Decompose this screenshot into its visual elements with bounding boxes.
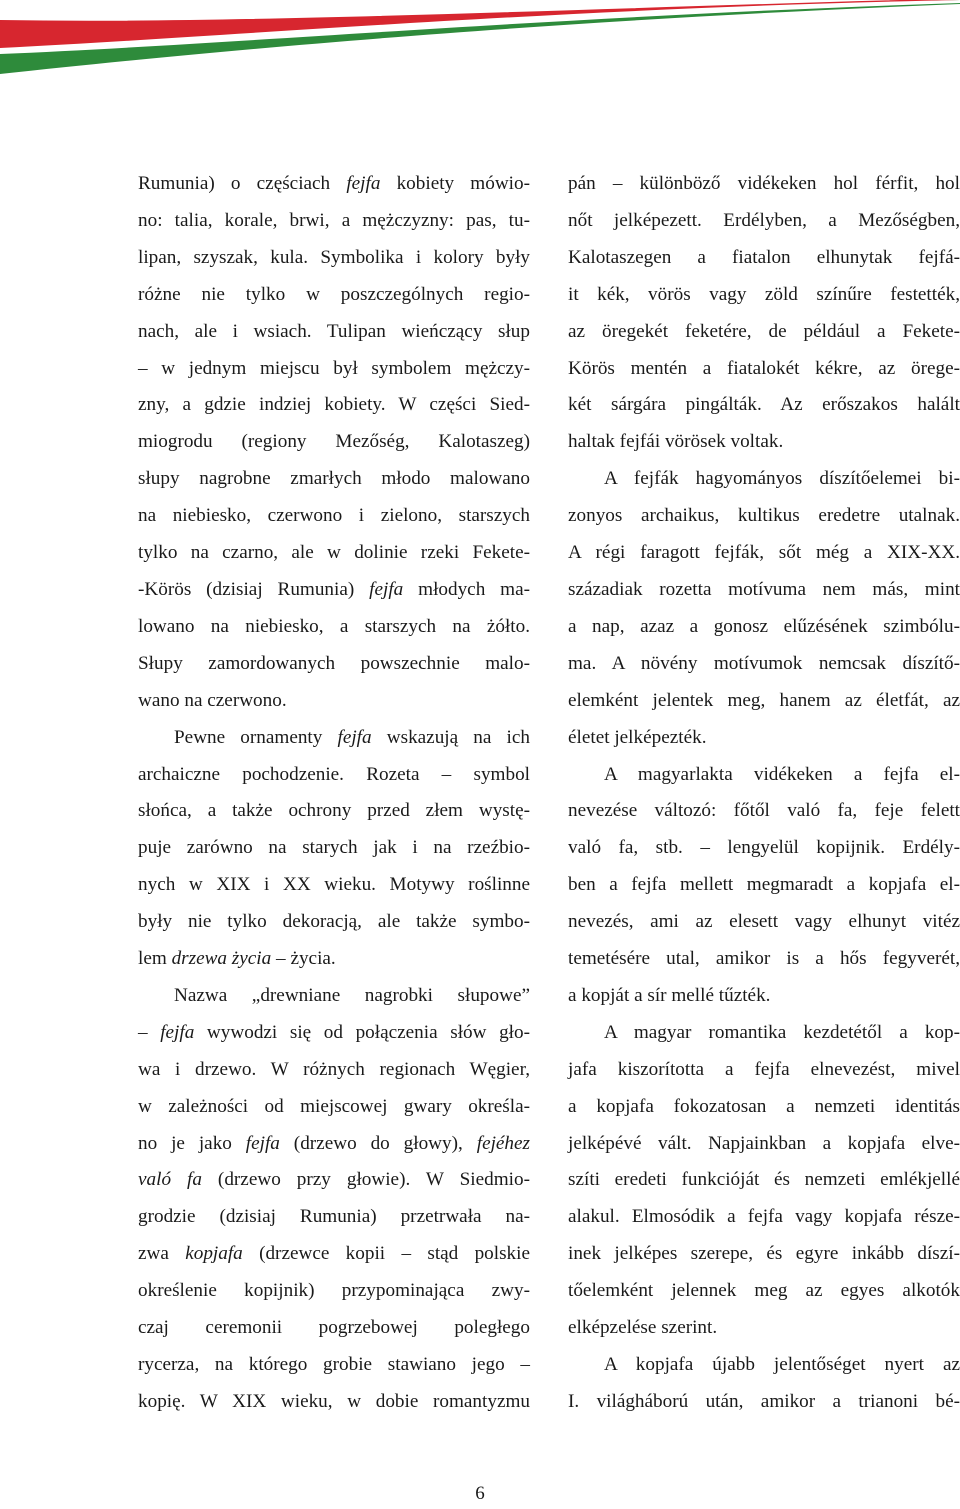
text-line: [568, 683, 960, 720]
text-run: ben a fejfa mellett megmaradt a kopjafa el-: [568, 874, 960, 896]
text-run: wywodzi się od połączenia słów gło-: [194, 1021, 530, 1043]
text-run: określenie kopijnik) przypominająca zwy-: [138, 1280, 530, 1302]
text-run: (drzewo przy głowie). W Siedmio-: [201, 1169, 530, 1191]
text-run: A kopjafa újabb jelentőséget nyert az: [604, 1354, 960, 1375]
text-run: zny, a gdzie indziej kobiety. W części Sied-: [138, 394, 530, 416]
text-run: lem: [138, 948, 172, 970]
text-line: [138, 978, 530, 1015]
text-run: a kopjafa fokozatosan a nemzeti identitás: [568, 1095, 960, 1117]
text-line: [138, 1015, 530, 1052]
italic-term: fejfa: [346, 173, 381, 194]
text-run: Körös mentén a fiatalokét kékre, az örege-: [568, 357, 960, 379]
text-line: [568, 277, 960, 314]
italic-term: kopjafa: [185, 1243, 243, 1265]
text-run: Rumunia) o częściach: [138, 173, 347, 194]
text-run: słońca, a także ochrony przed złem wystę-: [138, 800, 530, 822]
text-run: pán – különböző vidékeken hol férfit, hol: [568, 173, 960, 194]
left-text-column: [138, 166, 530, 1421]
text-line: [568, 535, 960, 572]
text-run: Słupy zamordowanych powszechnie malo-: [138, 652, 530, 674]
text-line: [138, 646, 530, 683]
text-run: rycerza, na którego grobie stawiano jego –: [138, 1354, 530, 1375]
text-run: ma. A növény motívumok nemcsak díszítő-: [568, 652, 960, 674]
text-line: [138, 572, 530, 609]
text-line: [568, 572, 960, 609]
text-run: nevezése változó: főtől való fa, feje felett: [568, 800, 960, 822]
text-line: [138, 240, 530, 277]
text-line: [568, 240, 960, 277]
text-run: alakul. Elmosódik a fejfa vagy kopjafa része-: [568, 1206, 960, 1228]
text-line: [568, 461, 960, 498]
text-line: [138, 904, 530, 941]
text-run: czaj ceremonii pogrzebowej poległego: [138, 1317, 530, 1339]
text-run: -Körös (dzisiaj Rumunia): [138, 578, 370, 600]
text-line: [138, 1162, 530, 1199]
italic-term: drzewa życia: [171, 948, 272, 970]
text-run: no: talia, korale, brwi, a mężczyzny: pas, tu-: [138, 209, 530, 231]
text-line: [568, 1273, 960, 1310]
text-run: różne nie tylko w poszczególnych regio-: [138, 283, 530, 305]
text-line: [138, 203, 530, 240]
text-line: [138, 351, 530, 388]
text-run: századiak rozetta motívuma nem más, mint: [568, 578, 960, 600]
text-line: [568, 1199, 960, 1236]
text-run: inek jelképes szerepe, és egyre inkább díszí-: [568, 1243, 960, 1265]
italic-term: fejfa: [160, 1021, 195, 1043]
text-run: lowano na niebiesko, a starszych na żółto.: [138, 615, 530, 637]
text-line: [568, 203, 960, 240]
text-line: [568, 1347, 960, 1384]
text-run: nych w XIX i XX wieku. Motywy roślinne: [138, 874, 530, 896]
text-line: [138, 387, 530, 424]
text-run: A magyarlakta vidékeken a fejfa el-: [604, 763, 960, 785]
text-line: [138, 277, 530, 314]
text-line: [568, 1126, 960, 1163]
text-run: wano na czerwono.: [138, 689, 287, 711]
text-run: – życia.: [271, 948, 336, 970]
text-run: a kopját a sír mellé tűzték.: [568, 984, 771, 1006]
text-line: [138, 1347, 530, 1384]
italic-term: fejfa: [369, 578, 404, 600]
text-run: (drzewce kopii – stąd polskie: [242, 1243, 530, 1265]
text-run: A fejfák hagyományos díszítőelemei bi-: [604, 468, 960, 490]
text-run: wskazują na ich: [371, 726, 530, 748]
text-line: [138, 314, 530, 351]
text-run: zonyos archaikus, kultikus eredetre utalnak.: [568, 505, 960, 527]
text-line: [568, 904, 960, 941]
text-run: a nap, azaz a gonosz elűzésének szimbólu-: [568, 615, 960, 637]
text-line: [568, 1052, 960, 1089]
text-line: [568, 1162, 960, 1199]
text-line: [138, 1384, 530, 1421]
text-line: [568, 498, 960, 535]
text-line: [568, 1310, 960, 1347]
text-run: haltak fejfái vörösek voltak.: [568, 431, 784, 453]
text-line: [568, 166, 960, 203]
text-line: [138, 498, 530, 535]
text-line: [138, 830, 530, 867]
text-line: [568, 424, 960, 461]
text-run: való fa, stb. – lengyelül kopijnik. Erdély-: [568, 837, 960, 859]
text-run: no je jako: [138, 1132, 246, 1154]
text-line: [138, 1126, 530, 1163]
text-run: I. világháború után, amikor a trianoni bé-: [568, 1390, 960, 1412]
text-run: jelképévé vált. Napjainkban a kopjafa elve-: [568, 1132, 960, 1154]
text-line: [568, 793, 960, 830]
text-run: miogrodu (regiony Mezőség, Kalotaszeg): [138, 431, 530, 453]
text-run: grodzie (dzisiaj Rumunia) przetrwała na-: [138, 1206, 530, 1228]
text-line: [138, 535, 530, 572]
text-run: zwa: [138, 1243, 186, 1265]
text-line: [138, 1052, 530, 1089]
text-run: tylko na czarno, ale w dolinie rzeki Fekete-: [138, 542, 530, 564]
text-run: nach, ale i wsiach. Tulipan wieńczący słup: [138, 320, 530, 342]
text-run: słupy nagrobne zmarłych młodo malowano: [138, 468, 530, 490]
text-run: elemként jelentek meg, hanem az életfát, az: [568, 689, 960, 711]
text-line: [138, 1236, 530, 1273]
text-line: [138, 941, 530, 978]
text-line: [138, 1089, 530, 1126]
text-line: [568, 351, 960, 388]
text-line: [138, 1310, 530, 1347]
text-line: [568, 978, 960, 1015]
text-line: [568, 1384, 960, 1421]
text-line: [568, 609, 960, 646]
text-line: [568, 941, 960, 978]
text-line: [138, 720, 530, 757]
text-run: A régi faragott fejfák, sőt még a XIX-XX.: [568, 542, 960, 564]
text-run: Pewne ornamenty: [174, 726, 338, 748]
text-line: [568, 314, 960, 351]
text-run: két sárgára pingálták. Az erőszakos halált: [568, 394, 960, 416]
text-line: [568, 720, 960, 757]
text-line: [568, 1089, 960, 1126]
text-run: w zależności od miejscowej gwary określa-: [138, 1095, 530, 1117]
text-line: [138, 683, 530, 720]
text-line: [138, 1199, 530, 1236]
text-line: [568, 757, 960, 794]
text-run: –: [138, 1021, 161, 1043]
text-line: [138, 609, 530, 646]
text-run: były nie tylko dekoracją, ale także symbo-: [138, 911, 530, 933]
page-number: 6: [475, 1483, 485, 1504]
italic-term: fejéhez: [476, 1132, 531, 1154]
text-line: [568, 867, 960, 904]
text-line: [138, 793, 530, 830]
text-run: it kék, vörös vagy zöld színűre festették,: [568, 283, 960, 305]
italic-term: fejfa: [245, 1132, 280, 1154]
text-line: [568, 830, 960, 867]
text-run: na niebiesko, czerwono i zielono, starszych: [138, 505, 530, 527]
text-line: [138, 867, 530, 904]
text-run: az öregekét feketére, de például a Fekete-: [568, 320, 960, 342]
text-run: młodych ma-: [403, 578, 530, 600]
text-line: [568, 387, 960, 424]
text-run: elképzelése szerint.: [568, 1317, 718, 1339]
text-line: [138, 166, 530, 203]
text-line: [138, 757, 530, 794]
text-run: – w jednym miejscu był symbolem mężczy-: [138, 357, 530, 379]
text-run: kopię. W XIX wieku, w dobie romantyzmu: [138, 1390, 530, 1412]
text-run: nőt jelképezett. Erdélyben, a Mezőségben,: [568, 209, 960, 231]
text-run: puje zarówno na starych jak i na rzeźbio-: [138, 837, 530, 859]
text-run: Kalotaszegen a fiatalon elhunytak fejfá-: [568, 246, 960, 268]
text-run: nevezés, ami az elesett vagy elhunyt vitéz: [568, 911, 960, 933]
text-run: A magyar romantika kezdetétől a kop-: [604, 1021, 960, 1043]
text-run: archaiczne pochodzenie. Rozeta – symbol: [138, 763, 530, 785]
text-run: temetésére utal, amikor is a hős fegyverét,: [568, 948, 960, 970]
text-run: életet jelképezték.: [568, 726, 707, 748]
text-line: [568, 646, 960, 683]
text-line: [138, 424, 530, 461]
italic-term: való fa: [138, 1169, 202, 1191]
text-run: lipan, szyszak, kula. Symbolika i kolory były: [138, 246, 530, 268]
text-line: [568, 1015, 960, 1052]
text-line: [568, 1236, 960, 1273]
text-run: (drzewo do głowy),: [279, 1132, 477, 1154]
text-run: szíti eredeti funkcióját és nemzeti emlékjellé: [568, 1169, 960, 1191]
text-line: [138, 461, 530, 498]
italic-term: fejfa: [337, 726, 372, 748]
text-line: [138, 1273, 530, 1310]
text-run: wa i drzewo. W różnych regionach Węgier,: [138, 1058, 530, 1080]
tricolor-swoosh-decoration: [0, 0, 960, 80]
text-run: kobiety mówio-: [380, 173, 530, 194]
text-run: jafa kiszorította a fejfa elnevezést, mivel: [568, 1058, 960, 1080]
text-run: Nazwa „drewniane nagrobki słupowe”: [174, 984, 530, 1006]
text-run: tőelemként jelennek meg az egyes alkotók: [568, 1280, 960, 1302]
right-text-column: [568, 166, 960, 1421]
